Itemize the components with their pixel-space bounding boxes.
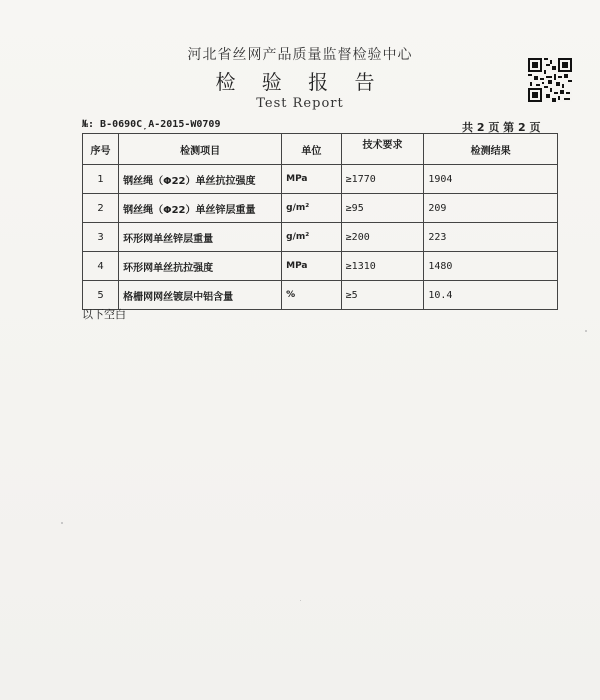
row-number: 5: [83, 281, 119, 310]
table-row: [83, 281, 558, 310]
row-number: 1: [83, 165, 119, 194]
page-indicator: 共 2 页 第 2 页: [462, 121, 541, 134]
qr-code-icon: [528, 58, 572, 102]
column-header-result: 检测结果: [424, 134, 558, 165]
row-item: 格栅网网丝镀层中铝含量: [119, 281, 282, 310]
row-number: 3: [83, 223, 119, 252]
column-header-item: 检测项目: [119, 134, 282, 165]
row-item: 环形网单丝抗拉强度: [119, 252, 282, 281]
row-unit: MPa: [282, 165, 342, 194]
row-requirement: ≥5: [341, 281, 424, 310]
column-header-unit: 单位: [282, 134, 342, 165]
row-result: 1480: [424, 252, 558, 281]
table-header-row: [83, 134, 558, 165]
row-requirement: ≥95: [341, 194, 424, 223]
row-number: 4: [83, 252, 119, 281]
blank-below-note: 以下空白: [82, 308, 126, 321]
table-row: [83, 165, 558, 194]
row-result: 223: [424, 223, 558, 252]
row-unit: g/m²: [282, 223, 342, 252]
row-result: 209: [424, 194, 558, 223]
scan-speck: [585, 330, 587, 332]
row-requirement: ≥1770: [341, 165, 424, 194]
row-requirement: ≥200: [341, 223, 424, 252]
table-row: [83, 252, 558, 281]
row-item: 钢丝绳（Φ22）单丝锌层重量: [119, 194, 282, 223]
table-row: [83, 223, 558, 252]
report-subtitle: Test Report: [256, 96, 344, 111]
table-row: [83, 194, 558, 223]
row-unit: MPa: [282, 252, 342, 281]
row-item: 钢丝绳（Φ22）单丝抗拉强度: [119, 165, 282, 194]
row-result: 10.4: [424, 281, 558, 310]
column-header-no: 序号: [83, 134, 119, 165]
row-number: 2: [83, 194, 119, 223]
report-number: №: B-0690C̦A-2015-W0709: [82, 119, 221, 130]
row-item: 环形网单丝锌层重量: [119, 223, 282, 252]
row-unit: g/m²: [282, 194, 342, 223]
report-title: 检 验 报 告: [215, 70, 385, 94]
results-table: [82, 133, 558, 310]
scan-speck: [61, 522, 63, 524]
row-result: 1904: [424, 165, 558, 194]
column-header-requirement: 技术要求: [341, 134, 424, 165]
row-unit: %: [282, 281, 342, 310]
scan-speck: [300, 600, 301, 601]
organization-name: 河北省丝网产品质量监督检验中心: [187, 47, 413, 63]
row-requirement: ≥1310: [341, 252, 424, 281]
